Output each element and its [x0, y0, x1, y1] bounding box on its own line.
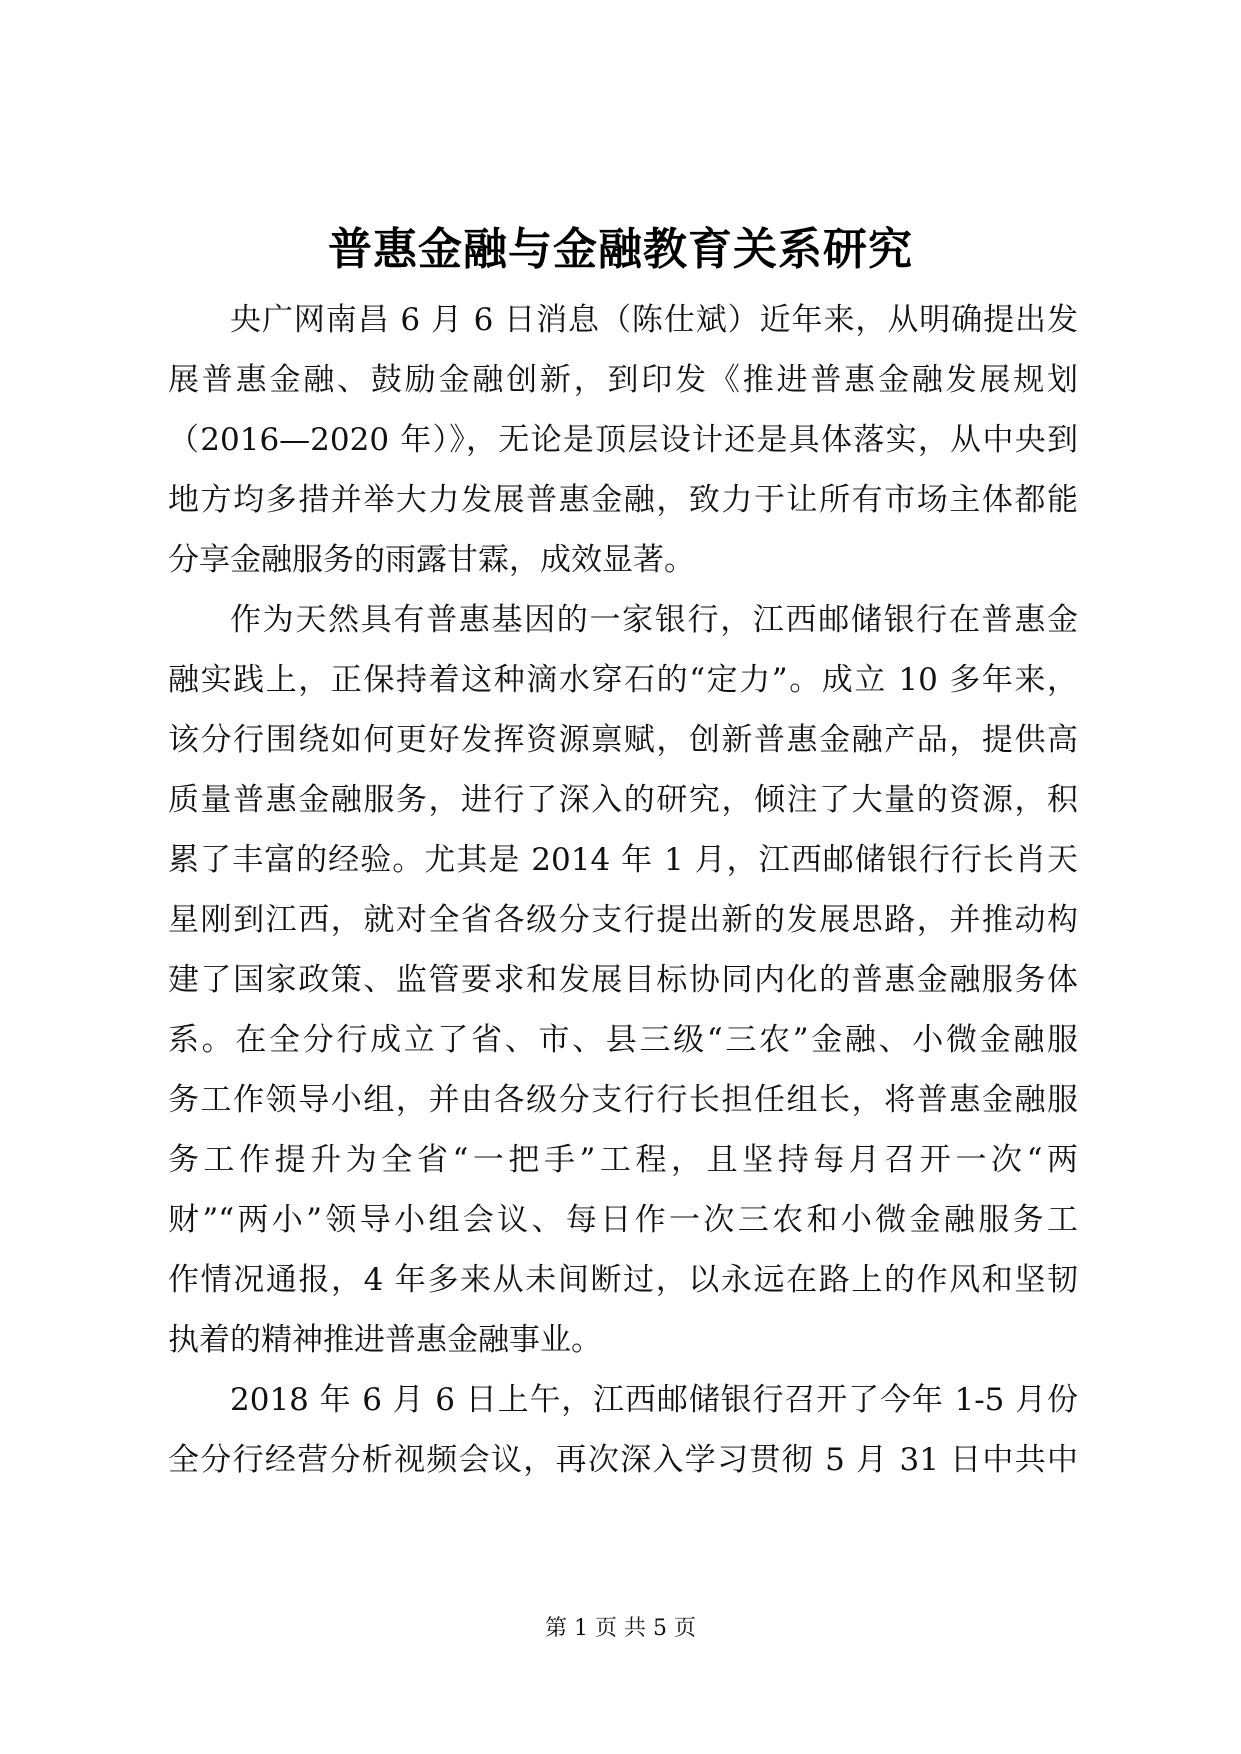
text-line: 务工作领导小组，并由各级分支行行长担任组长，将普惠金融服 — [168, 1082, 1078, 1118]
text-line: 质量普惠金融服务，进行了深入的研究，倾注了大量的资源，积 — [168, 782, 1078, 818]
text-line: 作情况通报，4 年多来从未间断过，以永远在路上的作风和坚韧 — [168, 1262, 1078, 1298]
text-line: 系。在全分行成立了省、市、县三级“三农”金融、小微金融服 — [168, 1022, 1078, 1058]
text-line: 执着的精神推进普惠金融事业。 — [168, 1322, 602, 1358]
text-line: 建了国家政策、监管要求和发展目标协同内化的普惠金融服务体 — [168, 962, 1078, 998]
text-line: 作为天然具有普惠基因的一家银行，江西邮储银行在普惠金 — [230, 602, 1078, 638]
text-line: 地方均多措并举大力发展普惠金融，致力于让所有市场主体都能 — [168, 482, 1078, 518]
text-line: 该分行围绕如何更好发挥资源禀赋，创新普惠金融产品，提供高 — [168, 722, 1078, 758]
paragraph-2 — [168, 590, 1078, 1370]
text-line: 财”“两小”领导小组会议、每日作一次三农和小微金融服务工 — [168, 1202, 1078, 1238]
page-footer: 第 1 页 共 5 页 — [545, 1616, 696, 1641]
text-line: 全分行经营分析视频会议，再次深入学习贯彻 5 月 31 日中共中 — [168, 1442, 1078, 1478]
text-line: 累了丰富的经验。尤其是 2014 年 1 月，江西邮储银行行长肖天 — [168, 842, 1078, 878]
text-line: 央广网南昌 6 月 6 日消息（陈仕斌）近年来，从明确提出发 — [230, 302, 1078, 338]
text-line: 2018 年 6 月 6 日上午，江西邮储银行召开了今年 1-5 月份 — [230, 1382, 1078, 1418]
document-title: 普惠金融与金融教育关系研究 — [328, 224, 913, 275]
paragraph-1 — [168, 290, 1078, 590]
text-line: 务工作提升为全省“一把手”工程，且坚持每月召开一次“两 — [168, 1142, 1078, 1178]
text-line: 展普惠金融、鼓励金融创新，到印发《推进普惠金融发展规划 — [168, 362, 1078, 398]
text-line: 分享金融服务的雨露甘霖，成效显著。 — [168, 542, 695, 578]
text-line: 融实践上，正保持着这种滴水穿石的“定力”。成立 10 多年来， — [168, 662, 1078, 698]
text-line: （2016—2020 年）》，无论是顶层设计还是具体落实，从中央到 — [168, 422, 1078, 458]
text-line: 星刚到江西，就对全省各级分支行提出新的发展思路，并推动构 — [168, 902, 1078, 938]
paragraph-3 — [168, 1370, 1078, 1490]
document-body — [168, 290, 1078, 1490]
